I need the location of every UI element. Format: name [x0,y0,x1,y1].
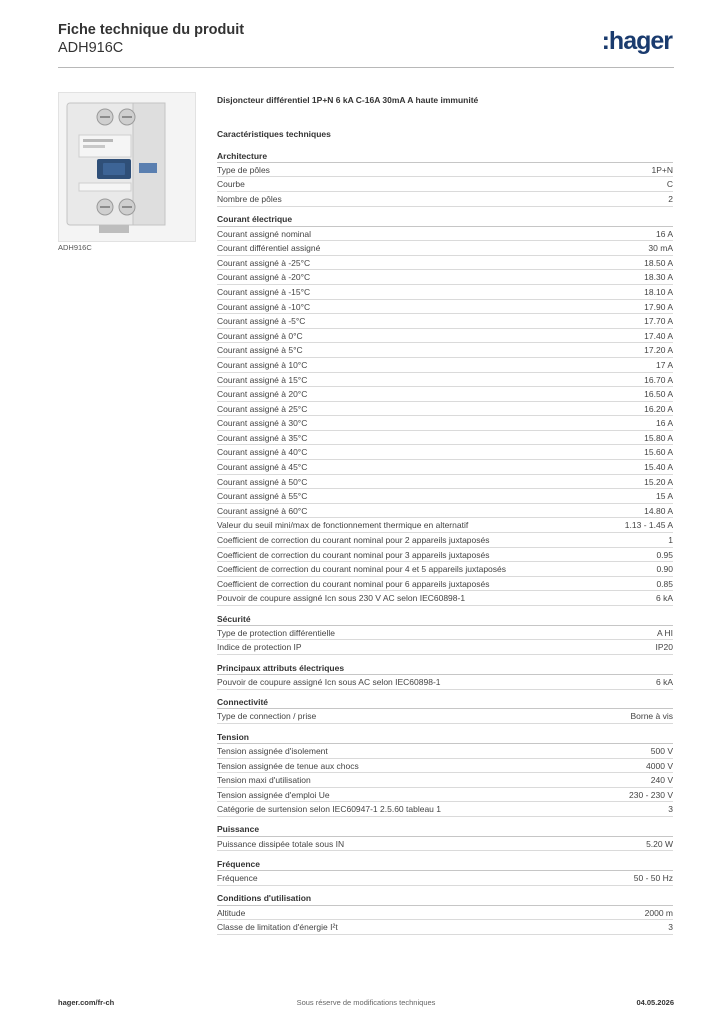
spec-label: Courant assigné à 20°C [217,389,308,400]
spec-value: 14.80 A [644,505,673,516]
spec-label: Classe de limitation d'énergie I²t [217,922,338,933]
image-caption: ADH916C [58,243,92,252]
spec-row [217,577,673,592]
spec-row [217,285,673,300]
spec-label: Courant assigné à 30°C [217,418,308,429]
page-subtitle: ADH916C [58,40,124,56]
spec-value: 240 V [650,775,673,786]
spec-value: 15.80 A [644,432,673,443]
spec-section [217,891,673,935]
spec-value: 1.13 - 1.45 A [624,520,673,531]
spec-row [217,241,673,256]
spec-row [217,562,673,577]
spec-label: Coefficient de correction du courant nominal pour 6 appareils juxtaposés [217,578,490,589]
spec-value: 16.50 A [644,389,673,400]
spec-value: 1P+N [651,164,673,175]
spec-label: Type de protection différentielle [217,627,335,638]
spec-value: 5.20 W [646,838,673,849]
spec-row [217,358,673,373]
spec-value: 4000 V [646,760,673,771]
spec-row [217,192,673,207]
page-header [58,21,674,67]
spec-value: 17.70 A [644,316,673,327]
spec-row [217,788,673,803]
spec-row [217,920,673,935]
spec-row [217,802,673,817]
spec-label: Puissance dissipée totale sous IN [217,838,345,849]
spec-section [217,730,673,817]
spec-row [217,460,673,475]
spec-row [217,489,673,504]
spec-row [217,591,673,606]
spec-value: 16.70 A [644,374,673,385]
spec-value: 15.60 A [644,447,673,458]
spec-label: Coefficient de correction du courant nominal pour 2 appareils juxtaposés [217,535,490,546]
spec-row [217,227,673,242]
spec-value: 17.90 A [644,301,673,312]
spec-label: Indice de protection IP [217,642,302,653]
spec-value: 0.85 [656,578,673,589]
spec-section [217,857,673,886]
page-footer [58,998,674,1010]
section-title: Architecture [217,149,673,163]
spec-content [217,95,673,935]
technical-characteristics-heading: Caractéristiques techniques [217,129,331,139]
section-title: Connectivité [217,695,673,709]
section-title: Fréquence [217,857,673,871]
spec-value: 500 V [650,745,673,756]
spec-label: Courant assigné à 25°C [217,403,308,414]
spec-value: 0.90 [656,564,673,575]
spec-row [217,270,673,285]
spec-section [217,212,673,606]
spec-label: Courant assigné à 45°C [217,462,308,473]
spec-row [217,475,673,490]
spec-value: IP20 [655,642,673,653]
spec-label: Courant assigné à -25°C [217,257,311,268]
spec-label: Courant assigné à 60°C [217,505,308,516]
section-title: Tension [217,730,673,744]
spec-row [217,518,673,533]
spec-label: Type de pôles [217,164,270,175]
spec-value: 230 - 230 V [629,789,673,800]
spec-row [217,416,673,431]
spec-row [217,675,673,690]
spec-section [217,612,673,656]
spec-label: Fréquence [217,873,258,884]
spec-row [217,626,673,641]
spec-label: Courant assigné à 50°C [217,476,308,487]
spec-value: 2 [668,194,673,205]
spec-row [217,314,673,329]
spec-label: Courant assigné à -20°C [217,272,311,283]
spec-label: Type de connection / prise [217,711,317,722]
spec-label: Courant assigné à 15°C [217,374,308,385]
spec-row [217,256,673,271]
spec-label: Courant assigné à -10°C [217,301,311,312]
spec-label: Courbe [217,179,245,190]
spec-row [217,709,673,724]
section-title: Conditions d'utilisation [217,891,673,905]
section-title: Courant électrique [217,212,673,226]
footer-date: 04.05.2026 [636,998,674,1007]
spec-row [217,373,673,388]
spec-value: 30 mA [648,243,673,254]
spec-value: Borne à vis [630,711,673,722]
spec-sections [217,149,673,935]
spec-row [217,906,673,921]
spec-row [217,431,673,446]
spec-label: Tension assignée d'isolement [217,745,328,756]
spec-value: 15 A [655,491,673,502]
spec-label: Nombre de pôles [217,194,282,205]
spec-row [217,871,673,886]
spec-label: Courant assigné à 5°C [217,345,303,356]
footer-website: hager.com/fr-ch [58,998,115,1007]
spec-label: Valeur du seuil mini/max de fonctionnement thermique en alternatif [217,520,469,531]
page-title: Fiche technique du produit [58,22,245,38]
spec-value: 16 A [655,228,673,239]
spec-value: 16 A [655,418,673,429]
spec-value: 1 [668,535,673,546]
spec-value: 15.40 A [644,462,673,473]
spec-value: C [666,179,673,190]
spec-label: Courant assigné à 40°C [217,447,308,458]
spec-section [217,661,673,690]
spec-value: 17 A [655,359,673,370]
spec-row [217,177,673,192]
spec-value: 18.10 A [644,286,673,297]
spec-row [217,640,673,655]
spec-label: Pouvoir de coupure assigné Icn sous 230 V AC selon IEC60898-1 [217,593,466,604]
spec-row [217,773,673,788]
spec-label: Courant assigné à -5°C [217,316,306,327]
spec-row [217,533,673,548]
spec-label: Courant assigné à 10°C [217,359,308,370]
header-divider [58,67,674,68]
spec-value: 18.50 A [644,257,673,268]
spec-value: 15.20 A [644,476,673,487]
spec-label: Courant différentiel assigné [217,243,321,254]
section-title: Principaux attributs électriques [217,661,673,675]
spec-label: Tension assignée de tenue aux chocs [217,760,359,771]
spec-value: 3 [668,804,673,815]
spec-label: Coefficient de correction du courant nominal pour 3 appareils juxtaposés [217,549,490,560]
spec-row [217,504,673,519]
spec-label: Courant assigné à 55°C [217,491,308,502]
spec-row [217,402,673,417]
section-title: Sécurité [217,612,673,626]
hager-logo: :hager [601,27,672,55]
spec-value: 6 kA [655,676,673,687]
spec-row [217,329,673,344]
spec-row [217,759,673,774]
spec-label: Coefficient de correction du courant nominal pour 4 et 5 appareils juxtaposés [217,564,507,575]
spec-value: 16.20 A [644,403,673,414]
spec-section [217,822,673,851]
spec-label: Catégorie de surtension selon IEC60947-1 2.5.60 tableau 1 [217,804,441,815]
spec-row [217,387,673,402]
spec-row [217,837,673,852]
spec-section [217,149,673,207]
spec-value: 17.20 A [644,345,673,356]
spec-row [217,548,673,563]
spec-value: 18.30 A [644,272,673,283]
spec-value: 6 kA [655,593,673,604]
spec-label: Altitude [217,907,246,918]
spec-row [217,343,673,358]
spec-label: Courant assigné à 0°C [217,330,303,341]
spec-row [217,163,673,178]
spec-row [217,300,673,315]
spec-value: 17.40 A [644,330,673,341]
spec-value: 50 - 50 Hz [633,873,673,884]
spec-label: Courant assigné nominal [217,228,312,239]
spec-label: Tension assignée d'emploi Ue [217,789,330,800]
spec-row [217,445,673,460]
spec-label: Courant assigné à 35°C [217,432,308,443]
spec-row [217,744,673,759]
spec-value: A HI [656,627,673,638]
spec-value: 0.95 [656,549,673,560]
spec-value: 3 [668,922,673,933]
circuit-breaker-image [58,92,196,242]
spec-label: Pouvoir de coupure assigné Icn sous AC selon IEC60898-1 [217,676,441,687]
section-title: Puissance [217,822,673,836]
spec-label: Tension maxi d'utilisation [217,775,311,786]
footer-disclaimer: Sous réserve de modifications techniques [296,998,436,1007]
spec-value: 2000 m [644,907,673,918]
spec-label: Courant assigné à -15°C [217,286,311,297]
product-name: Disjoncteur différentiel 1P+N 6 kA C-16A 30mA A haute immunité [217,95,479,105]
spec-section [217,695,673,724]
